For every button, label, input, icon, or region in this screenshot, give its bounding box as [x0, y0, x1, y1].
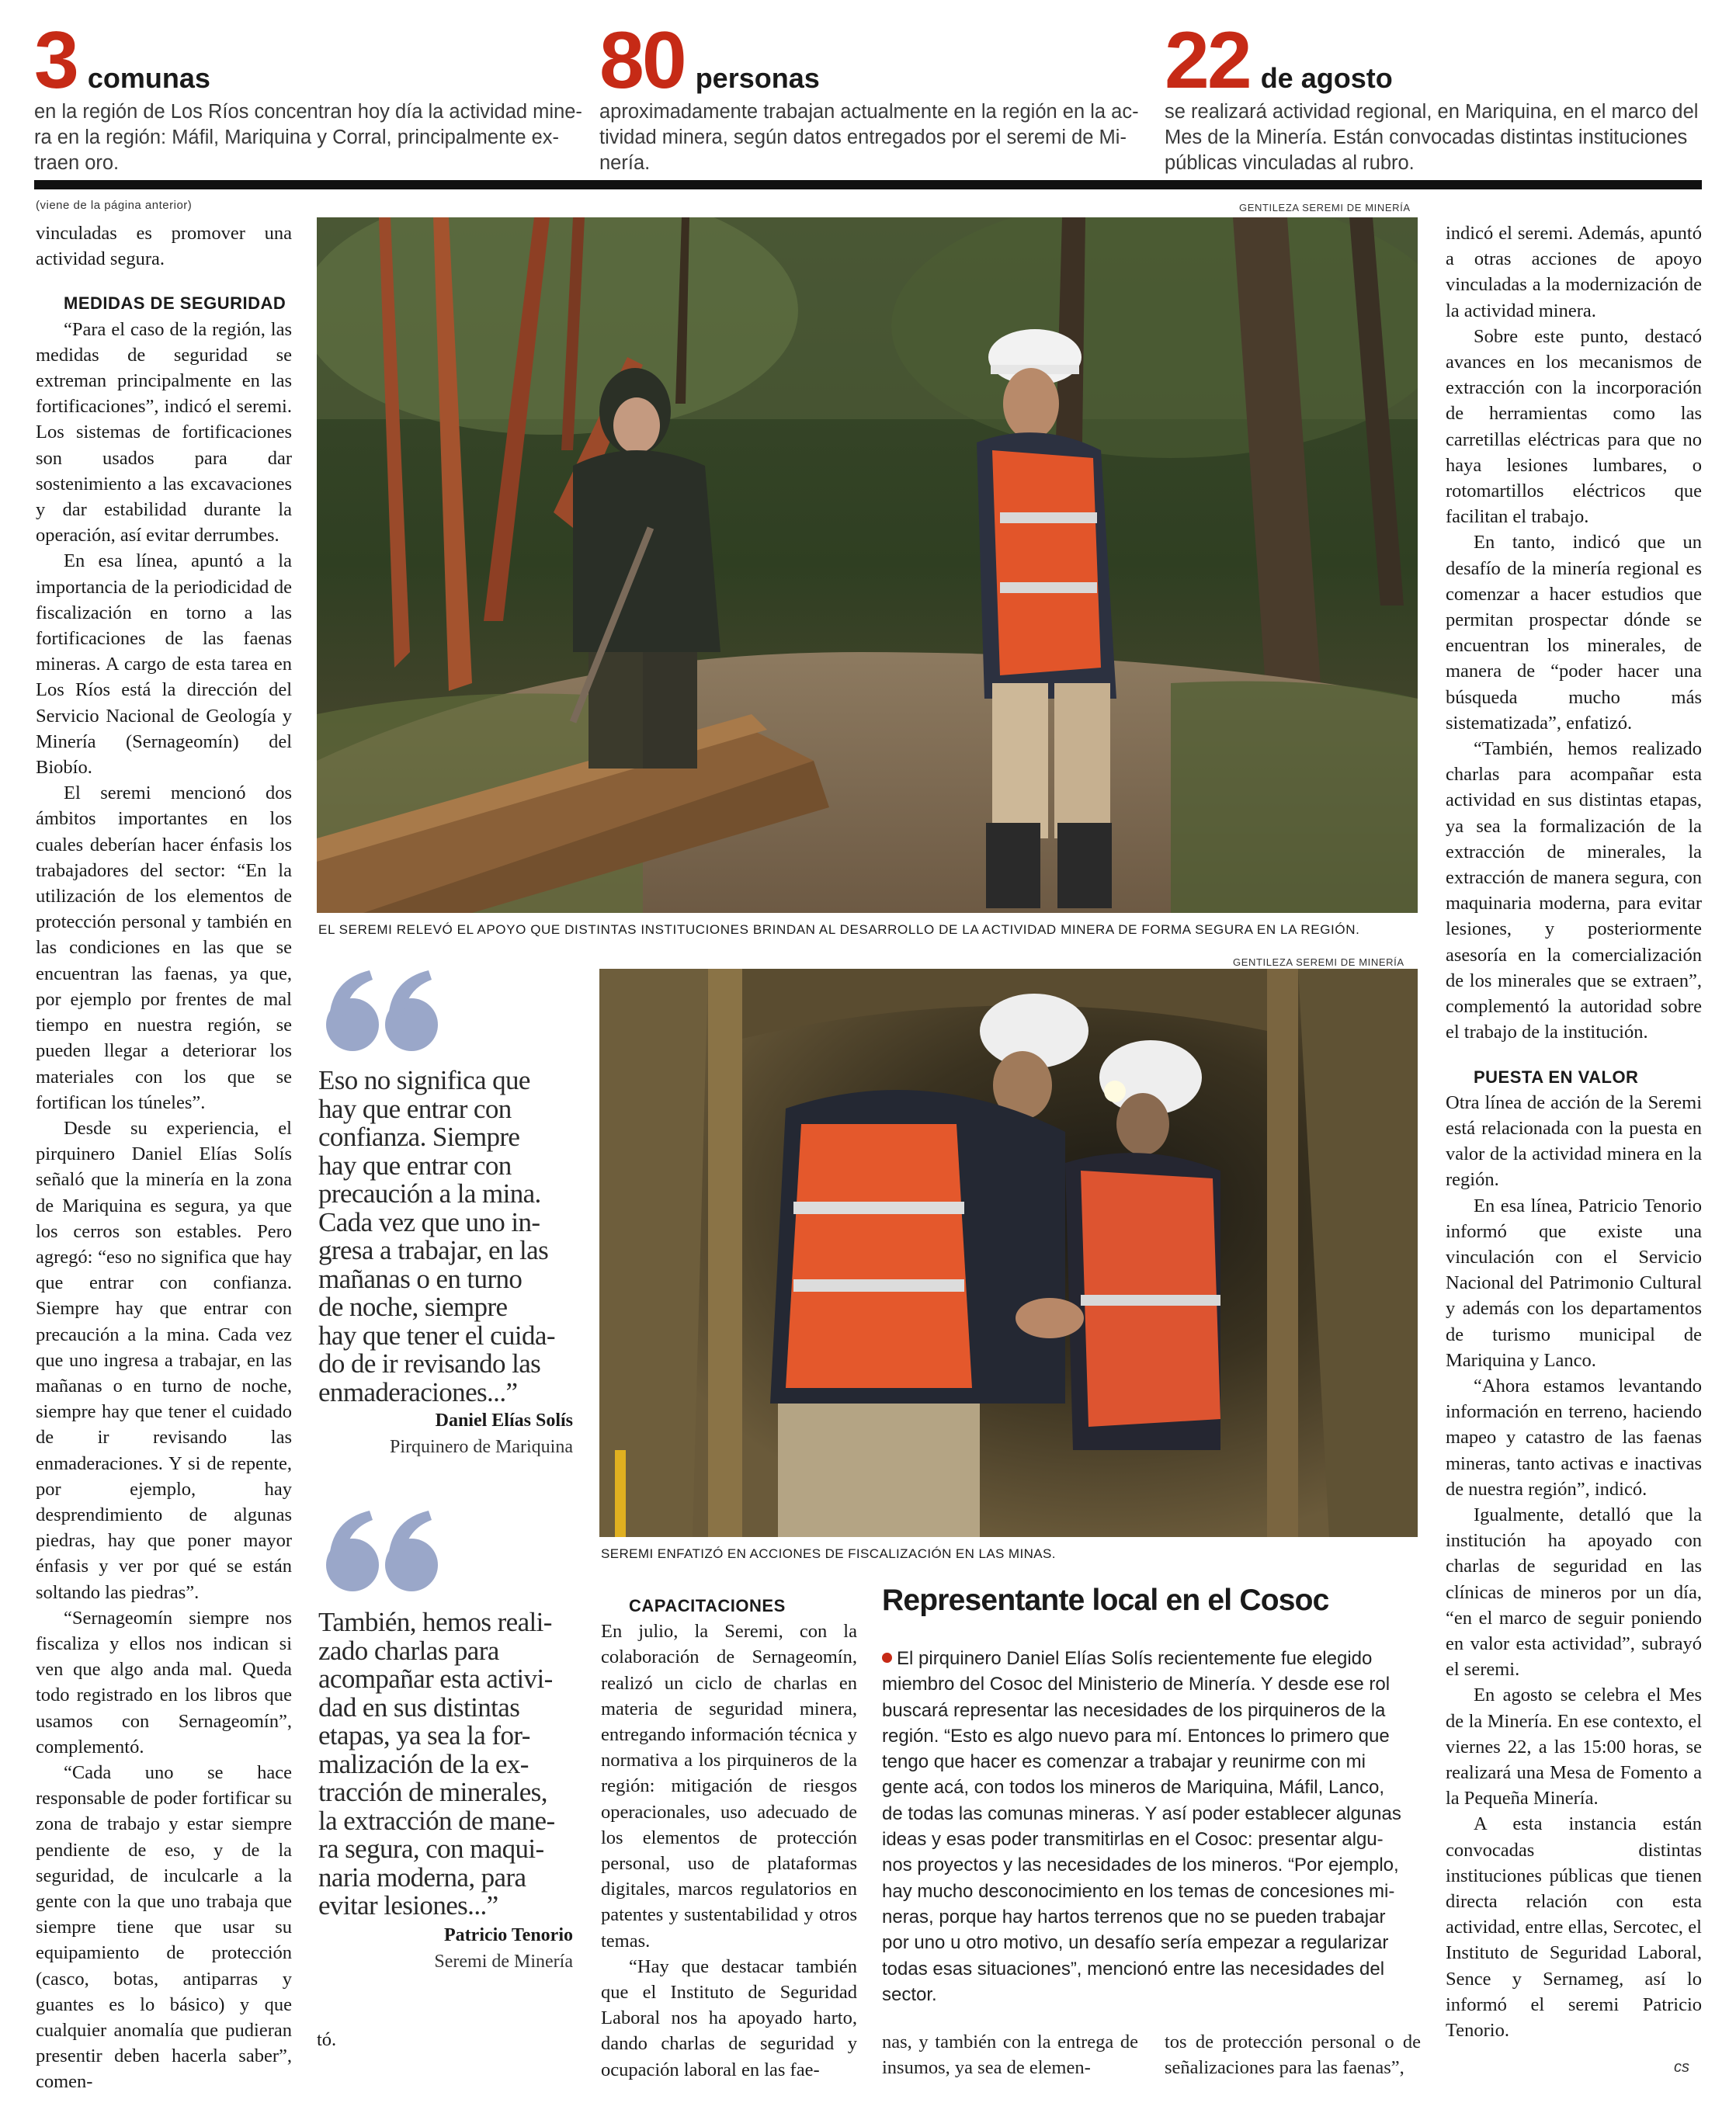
paragraph: Sobre este punto, destacó avances en los mecanismos de extracción con la incorporación de herramientas como las carretillas eléctricas para que no haya lesiones lumbares, o rotomartillos eléctricos que facilitan el trabajo.	[1446, 325, 1702, 528]
photo-credit: GENTILEZA SEREMI DE MINERÍA	[1239, 202, 1411, 213]
article-column-3	[601, 1593, 857, 2083]
stat-number: 3	[34, 16, 77, 106]
stat-description: se realizará actividad regional, en Mariquina, en el marco del Mes de la Minería. Están convocadas distintas instituciones públicas vinculadas al rubro.	[1165, 101, 1699, 174]
section-divider	[34, 180, 1702, 189]
box-body: El pirquinero Daniel Elías Solís recientemente fue elegido miembro del Cosoc del Ministerio de Minería. Y desde ese rol buscará representar las necesidades de los pirquineros de la región. “Esto es algo nuevo para mí. Entonces lo primero que tengo que hacer es comenzar a trabajar y reunirme con mi gente acá, con todos los mineros de Mariquina, Máfil, Lanco, de todas las comunas mineras. Y así poder establecer algunas ideas y esas poder transmitirlas en el Cosoc: presentar algu- nos proyectos y las necesidades de los mineros. “Por ejemplo, hay mucho desconocimiento en los temas de concesiones mi- neras, porque hay hartos terrenos que no se pueden trabajar por uno u otro motivo, un desafío sería empezar a regularizar todas esas situaciones”, mencionó entre las necesidades del sector.	[882, 1648, 1401, 2005]
paragraph: “Ahora estamos levantando información en terreno, haciendo mapeo y catastro de las faenas mineras, tanto activas e inactivas de nuestra región”, indicó.	[1446, 1375, 1702, 1500]
photo-credit: GENTILEZA SEREMI DE MINERÍA	[1233, 956, 1404, 968]
photo-tunnel-image	[599, 969, 1418, 1537]
paragraph: “Hay que destacar también que el Instituto de Seguridad Laboral nos ha apoyado harto, dando charlas de seguridad y ocupación laboral en las fae-	[601, 1955, 857, 2080]
stat-unit: de agosto	[1260, 62, 1393, 94]
paragraph-continued: nas, y también con la entrega de insumos, ya sea de elemen-	[882, 2032, 1138, 2079]
section-heading: CAPACITACIONES	[629, 1596, 786, 1615]
quote-role: Seremi de Minería	[434, 1952, 573, 1972]
paragraph-tail: tó.	[317, 2029, 337, 2050]
photo-forest-image	[317, 217, 1418, 913]
stat-unit: comunas	[87, 62, 210, 94]
stat-description: aproximadamente trabajan actualmente en la región en la ac- tividad minera, según datos entregados por el seremi de Mi- nería.	[599, 101, 1139, 174]
paragraph: En agosto se celebra el Mes de la Minería. En ese contexto, el viernes 22, a las 15:00 horas, se realizará una Mesa de Fomento a la Pequeña Minería.	[1446, 1685, 1702, 1810]
paragraph: A esta instancia están convocadas distintas instituciones públicas que tienen directa relación con esta actividad, entre ellas, Sercotec, el Instituto de Seguridad Laboral, Sence y Sernameg, así lo informó el seremi Patricio Tenorio.	[1446, 1813, 1702, 2042]
paragraph: En julio, la Seremi, con la colaboración de Sernageomín, realizó un ciclo de charlas en materia de seguridad minera, entregando información técnica y normativa a los pirquineros de la región: mitigación de riesgos operacionales, uso adecuado de los elementos de protección personal, uso de plataformas digitales, marcos regulatorios en patentes y sustentabilidad y otros temas.	[601, 1621, 857, 1952]
stat-personas	[599, 16, 1151, 176]
section-heading: PUESTA EN VALOR	[1474, 1067, 1639, 1087]
box-heading: Representante local en el Cosoc	[882, 1584, 1329, 1617]
paragraph: Desde su experiencia, el pirquinero Daniel Elías Solís señaló que la minería en la zona de Mariquina es segura, ya que los cerros son estables. Pero agregó: “eso no significa que hay que entrar con confianza. Siempre hay que entrar con precaución a la mina. Cada vez que uno ingresa a trabajar, en las mañanas o en turno de noche, siempre hay que tener el cuidado de ir revisando las enmaderaciones. Y si de repente, por ejemplo, hay desprendimiento de algunas piedras, hay que poner mayor énfasis y ver por qué se están soltando las piedras”.	[36, 1117, 292, 1603]
bullet-icon	[882, 1653, 892, 1663]
quote-mark-icon	[321, 1509, 446, 1598]
paragraph: “Para el caso de la región, las medidas de seguridad se extreman principalmente en las fortificaciones”, indicó el seremi. Los sistemas de fortificaciones son usados para dar sostenimiento a las excavaciones y dar estabilidad durante la operación, así evitar derrumbes.	[36, 318, 292, 546]
stat-number: 22	[1165, 16, 1250, 106]
photo-forest-mining	[317, 217, 1418, 913]
stat-agosto	[1165, 16, 1716, 176]
stat-description: en la región de Los Ríos concentran hoy día la actividad mine- ra en la región: Máfil, Mariquina y Corral, principalmente ex- traen oro.	[34, 101, 582, 174]
photo-mine-tunnel	[599, 969, 1418, 1537]
end-mark: cs	[1674, 2059, 1689, 2076]
pull-quote: Eso no significa que hay que entrar con confianza. Siempre hay que entrar con precaución a la mina. Cada vez que uno in- gresa a trabajar, en las mañanas o en turno de noche, siempre hay que tener el cuida- do de ir revisando las enmaderaciones...”	[318, 1065, 555, 1407]
quote-mark-icon	[321, 969, 446, 1058]
quote-author: Patricio Tenorio	[444, 1925, 573, 1945]
article-column-1	[36, 220, 292, 2095]
paragraph: “Cada uno se hace responsable de poder fortificar su zona de trabajo y estar siempre pendiente de eso, y de la seguridad, de inculcarle a la gente con la que uno trabaja que siempre tiene que usar su equipamiento de protección (casco, botas, antiparras y guantes es lo básico) y que cualquier anomalía que pudieran presentir deben hacerla saber”, comen-	[36, 1761, 292, 2093]
quote-role: Pirquinero de Mariquina	[390, 1437, 573, 1457]
stat-number: 80	[599, 16, 685, 106]
paragraph: “También, hemos realizado charlas para acompañar esta actividad en sus distintas etapas, ya sea la formalización de la extracción de minerales, la extracción de manera segura, con maquinaria moderna, para evitar lesiones, y posteriormente asesoría en la comercialización de los minerales que se extraen”, complementó la autoridad sobre el trabajo de la institución.	[1446, 738, 1702, 1043]
pull-quote: También, hemos reali- zado charlas para acompañar esta activi- dad en sus distintas etapas, ya sea la for- malización de la ex- tracción de minerales, la extracción de mane- ra segura, con maqui- naria moderna, para evitar lesiones...”	[318, 1607, 555, 1921]
quote-author: Daniel Elías Solís	[435, 1410, 573, 1431]
photo-caption: EL SEREMI RELEVÓ EL APOYO QUE DISTINTAS INSTITUCIONES BRINDAN AL DESARROLLO DE LA ACTIVIDAD MINERA DE FORMA SEGURA EN LA REGIÓN.	[318, 922, 1360, 937]
continued-note: (viene de la página anterior)	[36, 199, 193, 212]
stat-unit: personas	[695, 62, 820, 94]
paragraph-continued: tos de protección personal o de señalizaciones para las faenas”,	[1165, 2032, 1421, 2079]
paragraph: En esa línea, Patricio Tenorio informó que existe una vinculación con el Servicio Nacional del Patrimonio Cultural y además con los departamentos de turismo municipal de Mariquina y Lanco.	[1446, 1195, 1702, 1371]
article-column-4	[1446, 220, 1702, 2043]
stat-comunas	[34, 16, 585, 176]
paragraph: “Sernageomín siempre nos fiscaliza y ellos nos indican si ven que algo anda mal. Queda todo registrado en los libros que usamos con Sernageomín”, complementó.	[36, 1607, 292, 1757]
paragraph: En esa línea, apuntó a la importancia de la periodicidad de fiscalización en torno a las fortificaciones de las faenas mineras. A cargo de esta tarea en Los Ríos está la dirección del Servicio Nacional de Geología y Minería (Sernageomín) del Biobío.	[36, 550, 292, 779]
paragraph: El seremi mencionó dos ámbitos importantes en los cuales deberían hacer énfasis los trabajadores del sector: “En la utilización de los elementos de protección personal y también en las condiciones en las que se encuentran las faenas, ya que, por ejemplo por frentes de mal tiempo en nuestra región, se pueden llegar a deteriorar los materiales con los que se fortifican los túneles”.	[36, 782, 292, 1113]
paragraph: Igualmente, detalló que la institución ha apoyado con charlas de seguridad en las clínicas de mineros por un día, “en el marco de seguir poniendo en valor esta actividad”, subrayó el seremi.	[1446, 1504, 1702, 1681]
section-heading: MEDIDAS DE SEGURIDAD	[64, 293, 286, 314]
paragraph: Otra línea de acción de la Seremi está relacionada con la puesta en valor de la actividad minera en la región.	[1446, 1091, 1702, 1191]
photo-caption: SEREMI ENFATIZÓ EN ACCIONES DE FISCALIZACIÓN EN LAS MINAS.	[601, 1546, 1056, 1561]
paragraph: vinculadas es promover una actividad segura.	[36, 223, 292, 270]
paragraph: En tanto, indicó que un desafío de la minería regional es comenzar a hacer estudios que permitan prospectar dónde se encuentran los minerales, de manera de “poder hacer una búsqueda mucho más sistematizada”, enfatizó.	[1446, 532, 1702, 734]
paragraph: indicó el seremi. Además, apuntó a otras acciones de apoyo vinculadas a la modernización de la actividad minera.	[1446, 223, 1702, 321]
